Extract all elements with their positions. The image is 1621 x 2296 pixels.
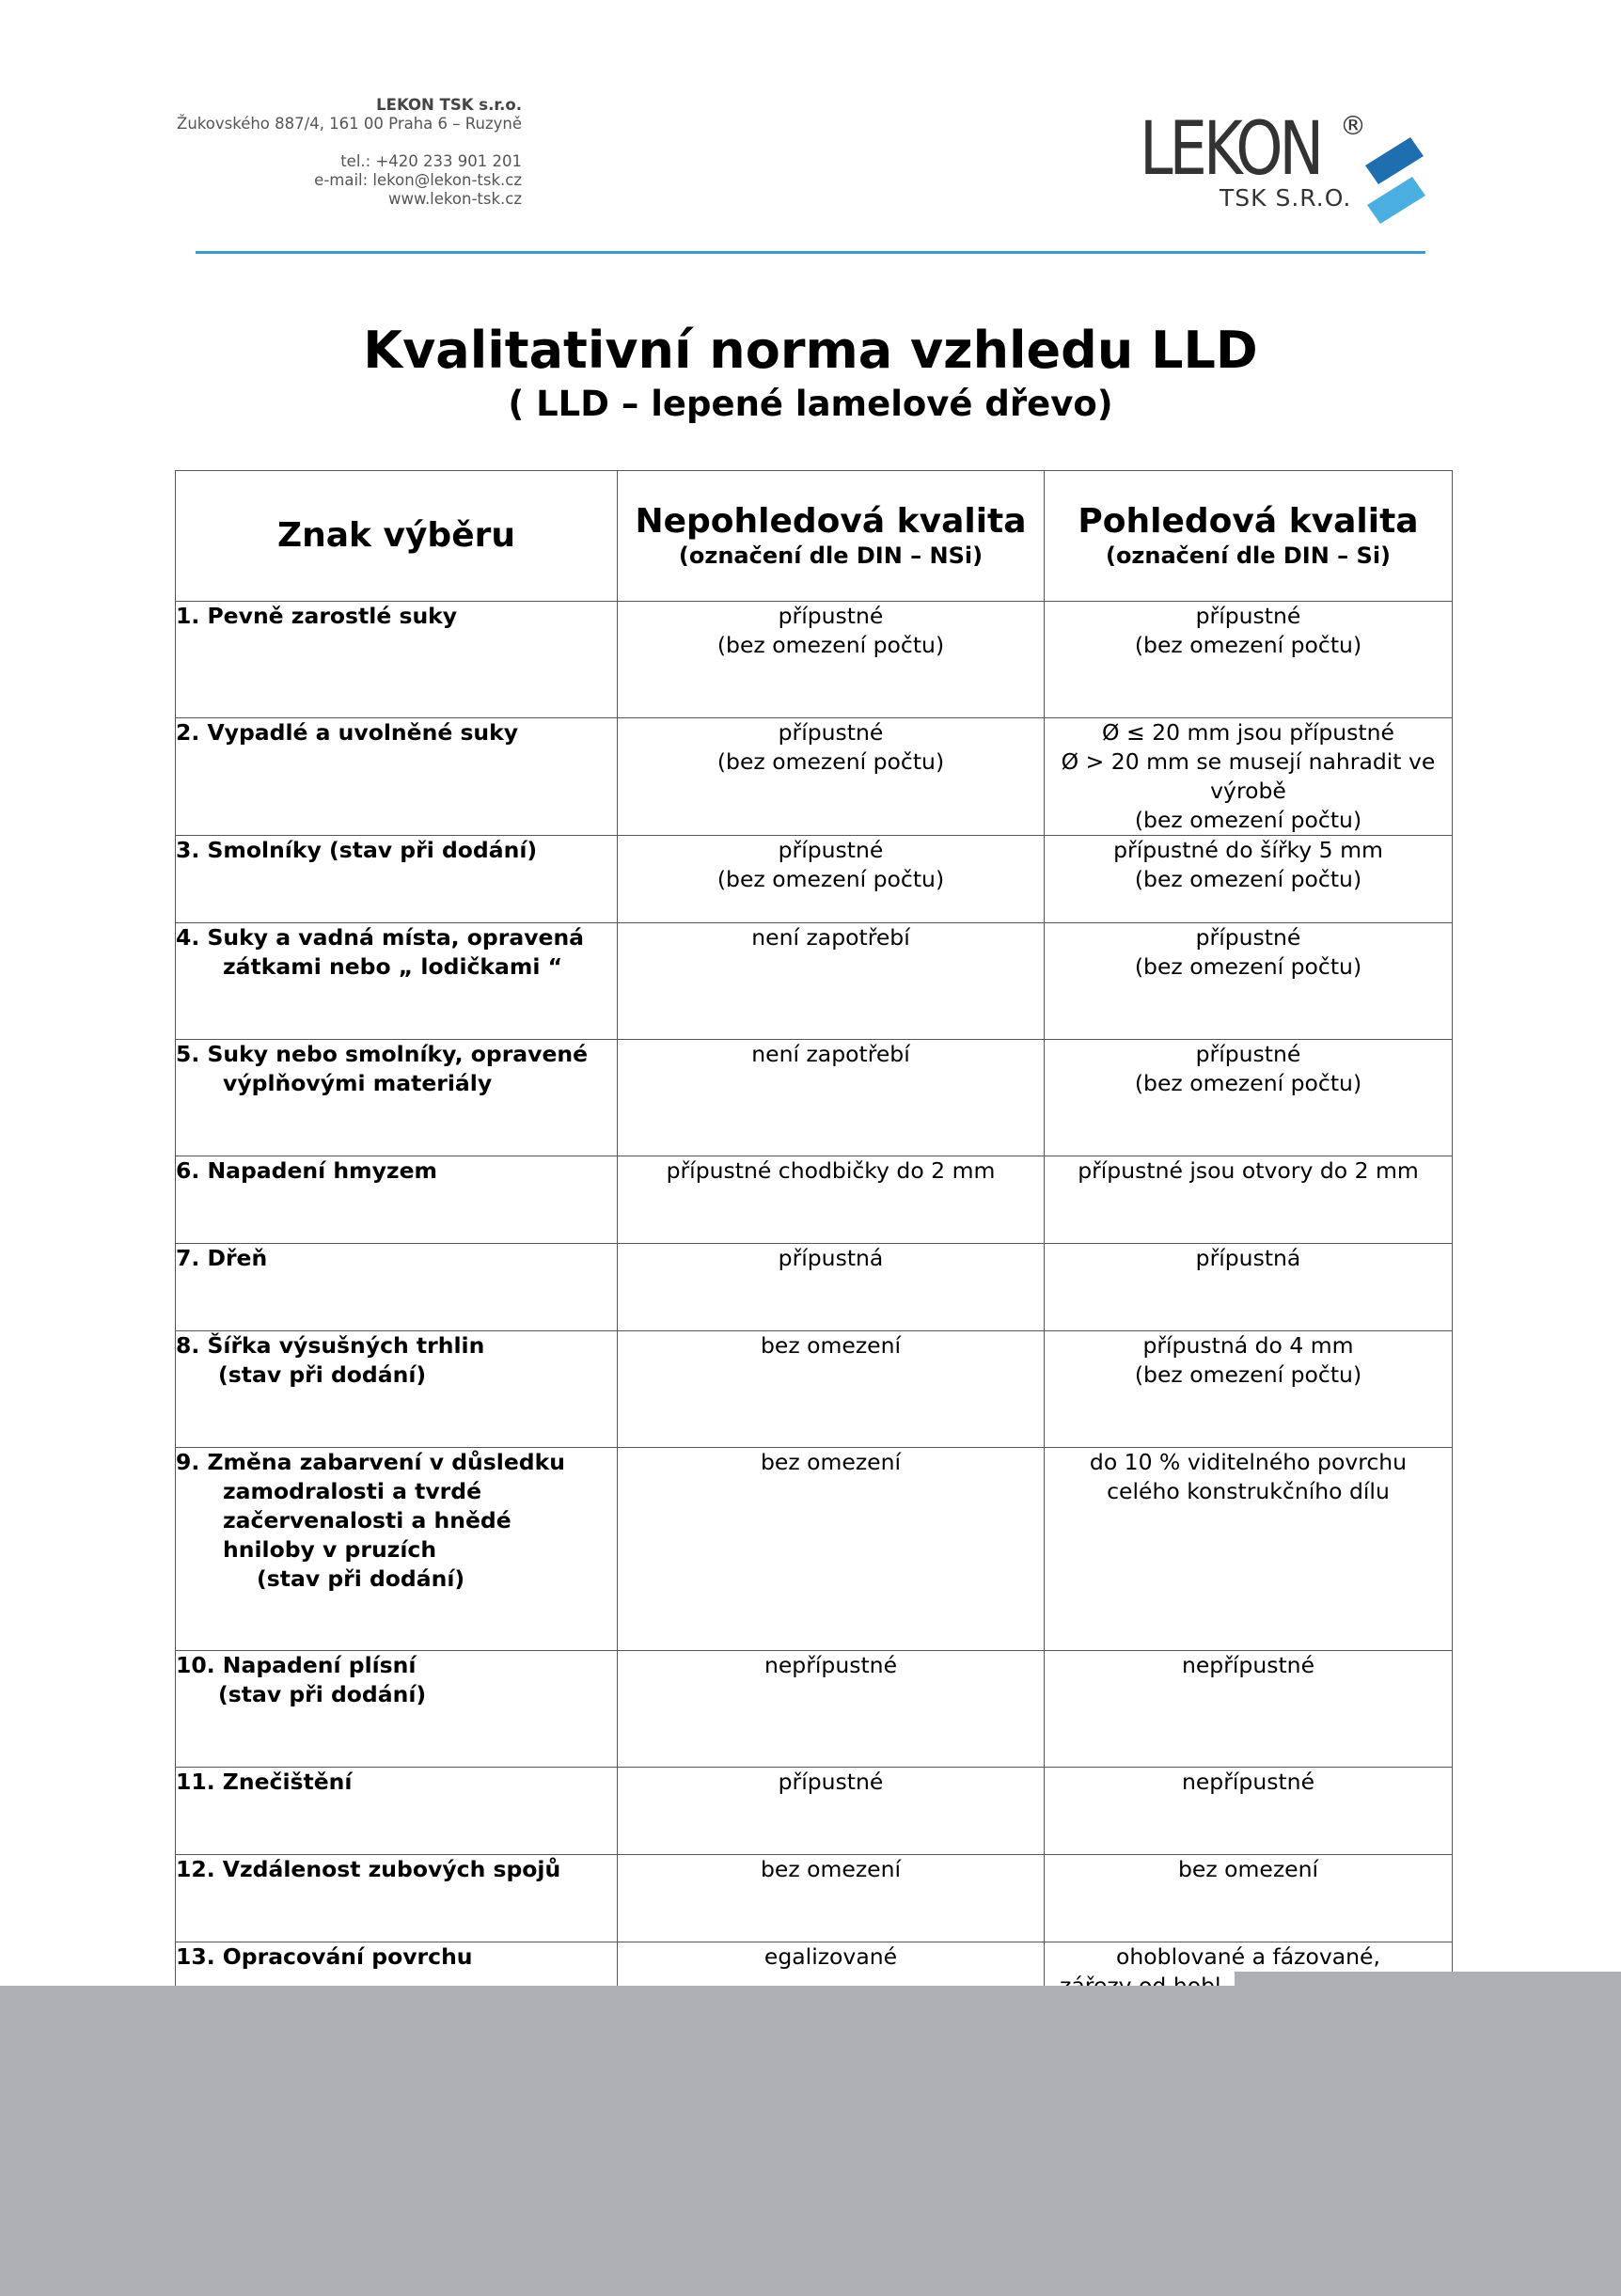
- criterion-text: hniloby v pruzích: [223, 1536, 437, 1563]
- company-logo: [1140, 107, 1422, 224]
- si-text: přípustná: [1195, 1245, 1301, 1271]
- criterion-text: 2. Vypadlé a uvolněné suky: [176, 719, 519, 746]
- table-row: [176, 1156, 1453, 1244]
- si-text: (bez omezení počtu): [1134, 632, 1362, 658]
- header-nsi-sub: (označení dle DIN – NSi): [678, 543, 984, 569]
- table-row: [176, 1651, 1453, 1768]
- si-text: ohoblované a fázované,: [1116, 1943, 1380, 1970]
- si-cell: [1045, 923, 1453, 1040]
- header-nsi-label: Nepohledová kvalita: [635, 502, 1027, 541]
- nsi-text: nepřípustné: [763, 1652, 898, 1678]
- si-cell: [1045, 1768, 1453, 1855]
- si-text: (bez omezení počtu): [1134, 807, 1362, 833]
- nsi-cell: [618, 1244, 1045, 1331]
- criterion-text: 8. Šířka výsušných trhlin: [176, 1332, 485, 1359]
- criterion-text: 9. Změna zabarvení v důsledku: [176, 1449, 565, 1475]
- nsi-text: přípustné: [778, 1769, 884, 1795]
- criterion-cell: [176, 718, 618, 836]
- criterion-text: (stav při dodání): [218, 1361, 427, 1388]
- registered-mark: ®: [1340, 110, 1366, 141]
- nsi-cell: [618, 836, 1045, 923]
- nsi-text: egalizované: [763, 1943, 898, 1970]
- si-text: (bez omezení počtu): [1134, 953, 1362, 980]
- criterion-text: (stav při dodání): [257, 1565, 465, 1592]
- criterion-cell: [176, 1651, 618, 1768]
- company-address-block: [141, 96, 522, 209]
- criterion-text: 6. Napadení hmyzem: [176, 1157, 438, 1184]
- si-text: Ø > 20 mm se musejí nahradit ve: [1061, 748, 1436, 775]
- table-row: [176, 1040, 1453, 1156]
- criterion-text: (stav při dodání): [218, 1681, 427, 1707]
- nsi-text: není zapotřebí: [751, 1041, 910, 1067]
- si-cell: [1045, 1156, 1453, 1244]
- table-row: [176, 923, 1453, 1040]
- nsi-text: přípustné: [778, 837, 884, 863]
- criterion-text: 5. Suky nebo smolníky, opravené: [176, 1041, 589, 1067]
- nsi-cell: [618, 1156, 1045, 1244]
- table-row: [176, 1331, 1453, 1448]
- si-text: výrobě: [1210, 778, 1286, 804]
- company-name: LEKON TSK s.r.o.: [376, 96, 522, 114]
- header-si-sub: (označení dle DIN – Si): [1105, 543, 1392, 569]
- si-text: (bez omezení počtu): [1134, 1070, 1362, 1096]
- criterion-cell: [176, 923, 618, 1040]
- si-text: přípustné jsou otvory do 2 mm: [1078, 1157, 1419, 1184]
- nsi-text: přípustné: [778, 719, 884, 746]
- header-si-label: Pohledová kvalita: [1078, 502, 1419, 541]
- criterion-text: 4. Suky a vadná místa, opravená: [176, 924, 585, 951]
- criterion-cell: [176, 1448, 618, 1651]
- header-criterion: [176, 471, 618, 602]
- si-cell: [1045, 1855, 1453, 1942]
- criterion-text: 3. Smolníky (stav při dodání): [176, 837, 538, 863]
- si-text: přípustná do 4 mm: [1142, 1332, 1354, 1359]
- criterion-text: 7. Dřeň: [176, 1245, 268, 1271]
- si-cell: [1045, 602, 1453, 718]
- criterion-cell: [176, 1768, 618, 1855]
- criterion-text: výplňovými materiály: [223, 1070, 493, 1096]
- si-cell: [1045, 1331, 1453, 1448]
- si-cell: [1045, 1040, 1453, 1156]
- header-non-visible-quality: [618, 471, 1045, 602]
- nsi-text: není zapotřebí: [751, 924, 910, 951]
- si-text: (bez omezení počtu): [1134, 866, 1362, 892]
- header-criterion-label: Znak výběru: [276, 516, 515, 555]
- gray-overlay: [0, 1986, 1621, 2296]
- table-row: [176, 1855, 1453, 1942]
- criterion-cell: [176, 1244, 618, 1331]
- si-text: přípustné: [1195, 924, 1301, 951]
- nsi-text: přípustná: [778, 1245, 884, 1271]
- criterion-cell: [176, 1040, 618, 1156]
- table-header-row: [176, 471, 1453, 602]
- nsi-text: přípustné chodbičky do 2 mm: [666, 1157, 996, 1184]
- criterion-text: 12. Vzdálenost zubových spojů: [176, 1856, 561, 1882]
- table-row: [176, 602, 1453, 718]
- si-cell: [1045, 1244, 1453, 1331]
- si-text: přípustné do šířky 5 mm: [1113, 837, 1383, 863]
- criterion-cell: [176, 1331, 618, 1448]
- criterion-text: zátkami nebo „ lodičkami “: [223, 953, 563, 980]
- nsi-cell: [618, 1448, 1045, 1651]
- si-cell: [1045, 836, 1453, 923]
- si-text: nepřípustné: [1181, 1769, 1315, 1795]
- nsi-cell: [618, 1651, 1045, 1768]
- company-address: Žukovského 887/4, 161 00 Praha 6 – Ruzyně: [177, 115, 522, 133]
- si-cell: [1045, 1448, 1453, 1651]
- si-cell: [1045, 718, 1453, 836]
- table-row: [176, 1244, 1453, 1331]
- si-text: do 10 % viditelného povrchu: [1089, 1449, 1408, 1475]
- table-row: [176, 718, 1453, 836]
- nsi-text: (bez omezení počtu): [716, 748, 945, 775]
- table-row: [176, 1768, 1453, 1855]
- criterion-text: 10. Napadení plísní: [176, 1652, 417, 1678]
- company-email: e-mail: lekon@lekon-tsk.cz: [314, 171, 522, 189]
- overlay-notch: [1235, 1972, 1621, 1986]
- company-web: www.lekon-tsk.cz: [387, 190, 522, 208]
- si-text: přípustné: [1195, 603, 1301, 629]
- nsi-text: přípustné: [778, 603, 884, 629]
- criterion-text: zamodralosti a tvrdé: [223, 1478, 482, 1504]
- nsi-cell: [618, 1331, 1045, 1448]
- nsi-cell: [618, 1768, 1045, 1855]
- criterion-cell: [176, 1855, 618, 1942]
- table-row: [176, 836, 1453, 923]
- logo-stripes-icon: [1356, 126, 1431, 229]
- logo-wordmark: LEKON: [1140, 107, 1321, 192]
- criterion-cell: [176, 1156, 618, 1244]
- company-phone: tel.: +420 233 901 201: [340, 152, 522, 170]
- criterion-cell: [176, 602, 618, 718]
- quality-norm-table: [175, 470, 1453, 2030]
- document-title: Kvalitativní norma vzhledu LLD: [363, 321, 1258, 380]
- si-text: nepřípustné: [1181, 1652, 1315, 1678]
- nsi-text: (bez omezení počtu): [716, 866, 945, 892]
- table-row: [176, 1448, 1453, 1651]
- nsi-cell: [618, 1855, 1045, 1942]
- si-cell: [1045, 1651, 1453, 1768]
- document-subtitle: ( LLD – lepené lamelové dřevo): [508, 384, 1113, 424]
- si-text: Ø ≤ 20 mm jsou přípustné: [1102, 719, 1394, 746]
- si-text: celého konstrukčního dílu: [1107, 1478, 1390, 1504]
- criterion-cell: [176, 836, 618, 923]
- si-text: přípustné: [1195, 1041, 1301, 1067]
- nsi-cell: [618, 923, 1045, 1040]
- nsi-text: bez omezení: [760, 1856, 902, 1882]
- nsi-cell: [618, 718, 1045, 836]
- si-text: bez omezení: [1177, 1856, 1319, 1882]
- criterion-text: začervenalosti a hnědé: [223, 1507, 511, 1533]
- header-divider: [196, 251, 1425, 254]
- logo-subtitle: TSK S.R.O.: [1220, 184, 1352, 212]
- nsi-text: bez omezení: [760, 1449, 902, 1475]
- nsi-text: (bez omezení počtu): [716, 632, 945, 658]
- criterion-text: 11. Znečištění: [176, 1769, 353, 1795]
- criterion-text: 13. Opracování povrchu: [176, 1943, 473, 1970]
- nsi-cell: [618, 602, 1045, 718]
- nsi-cell: [618, 1040, 1045, 1156]
- header-visible-quality: [1045, 471, 1453, 602]
- si-text: (bez omezení počtu): [1134, 1361, 1362, 1388]
- criterion-text: 1. Pevně zarostlé suky: [176, 603, 458, 629]
- nsi-text: bez omezení: [760, 1332, 902, 1359]
